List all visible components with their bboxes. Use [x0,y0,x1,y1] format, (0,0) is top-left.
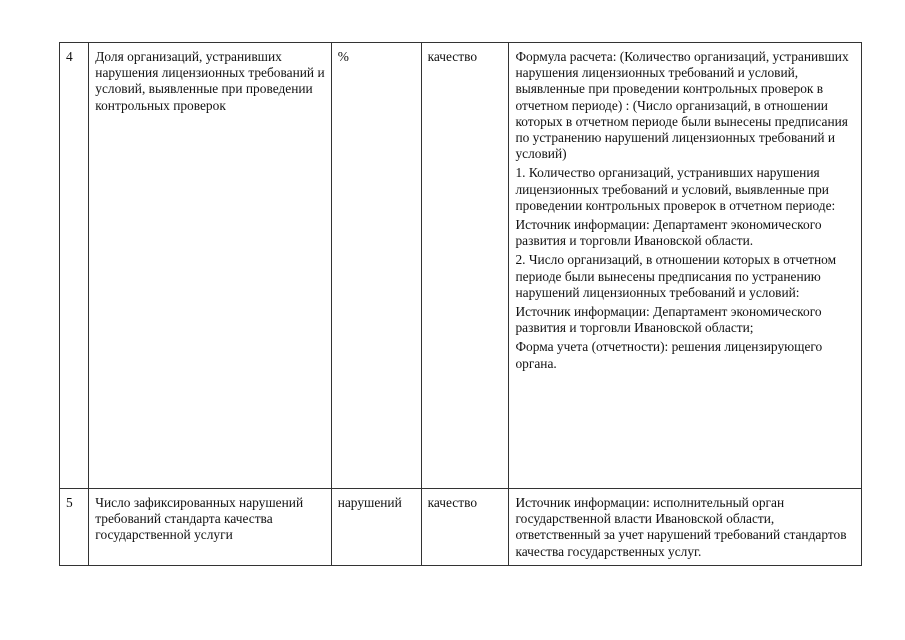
row-number: 5 [66,495,73,510]
table-row [60,489,862,566]
component-2-text: 2. Число организаций, в отношении которых в отчетном периоде были вынесены предписания по устранению нарушений лицензионных требований и условий: [515,252,837,300]
unit: нарушений [337,495,402,510]
row-number: 4 [66,49,73,64]
unit: % [337,49,349,64]
indicator-name-cell [89,43,331,489]
type-cell [421,43,509,489]
component-1-text: 1. Количество организаций, устранивших нарушения лицензионных требований и условий, выявленные при проведении контрольных проверок в отчетном периоде: [515,165,836,213]
formula-text: Формула расчета: (Количество организаций, устранивших нарушения лицензионных требований и условий, выявленные при проведении контрольных проверок в отчетном периоде) : (Число организаций, в отношении которых в отчетном периоде были вынесены предписания по устранению нарушений лицензионных требований и условий) [515,49,849,162]
indicator-name: Число зафиксированных нарушений требований стандарта качества государственной услуги [95,495,304,543]
indicators-table [59,42,862,566]
unit-cell [331,489,421,566]
type-cell [421,489,509,566]
description-cell [509,489,862,566]
row-number-cell [60,43,89,489]
source-1-text: Источник информации: Департамент экономического развития и торговли Ивановской области. [515,217,822,249]
indicator-name: Доля организаций, устранивших нарушения лицензионных требований и условий, выявленные при проведении контрольных проверок [95,49,325,113]
indicator-type: качество [427,49,478,64]
table-row [60,43,862,489]
row-number-cell [60,489,89,566]
unit-cell [331,43,421,489]
indicator-name-cell [89,489,331,566]
indicator-type: качество [427,495,478,510]
reporting-form-text: Форма учета (отчетности): решения лицензирующего органа. [515,339,823,371]
description-cell [509,43,862,489]
source-text: Источник информации: исполнительный орган государственной власти Ивановской области, ответственный за учет нарушений требований стандартов качества государственных услуг. [515,495,847,559]
source-2-text: Источник информации: Департамент экономического развития и торговли Ивановской области; [515,304,822,336]
